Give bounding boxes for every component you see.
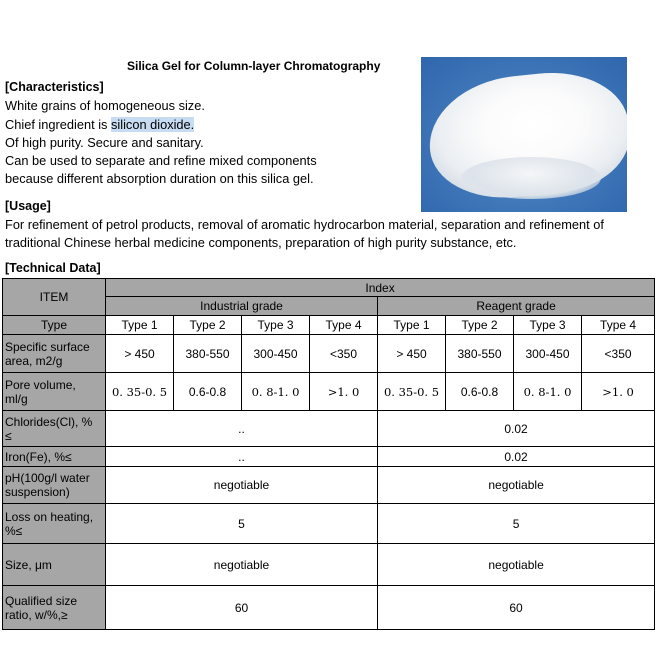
ph-label-1: pH(100g/l water: [5, 471, 90, 485]
size-reagent-value: negotiable: [378, 544, 655, 586]
highlighted-text[interactable]: silicon dioxide.: [111, 117, 195, 132]
characteristics-heading: [Characteristics]: [5, 80, 104, 94]
surface-area-cell: <350: [310, 335, 378, 373]
type-cell: Type 4: [310, 316, 378, 335]
chlorides-label-2: ≤: [5, 428, 12, 443]
size-label: Size, μm: [3, 544, 106, 586]
characteristics-line-2: [5, 117, 194, 132]
type-cell: Type 1: [106, 316, 174, 335]
industrial-grade-header: Industrial grade: [106, 297, 378, 316]
chlorides-label: [3, 411, 106, 447]
pore-volume-cell: 0. 8-1. 0: [242, 373, 310, 411]
pore-volume-cell: 0. 35-0. 5: [378, 373, 446, 411]
size-industrial-value: negotiable: [106, 544, 378, 586]
qualified-size-ratio-reagent-value: 60: [378, 586, 655, 630]
page-title: Silica Gel for Column-layer Chromatography: [127, 59, 381, 73]
qualified-size-ratio-industrial-value: 60: [106, 586, 378, 630]
ph-label-2: suspension): [5, 485, 70, 499]
iron-label: Iron(Fe), %≤: [3, 447, 106, 467]
surface-area-cell: > 450: [106, 335, 174, 373]
surface-area-cell: 380-550: [174, 335, 242, 373]
pore-volume-cell: 0.6-0.8: [446, 373, 514, 411]
pore-volume-cell: 0. 8-1. 0: [514, 373, 582, 411]
pore-volume-label-2: ml/g: [5, 391, 28, 406]
type-cell: Type 2: [174, 316, 242, 335]
type-cell: Type 3: [242, 316, 310, 335]
ph-reagent-value: negotiable: [378, 467, 655, 504]
chlorides-industrial-value: ..: [106, 411, 378, 447]
surface-area-cell: <350: [582, 335, 655, 373]
technical-data-heading: [Technical Data]: [5, 261, 101, 275]
iron-reagent-value: 0.02: [378, 447, 655, 467]
pore-volume-cell: 0. 35-0. 5: [106, 373, 174, 411]
pore-volume-cell: >1. 0: [310, 373, 378, 411]
characteristics-line-3: Of high purity. Secure and sanitary.: [5, 135, 204, 150]
item-header: ITEM: [3, 279, 106, 316]
type-cell: Type 1: [378, 316, 446, 335]
iron-industrial-value: ..: [106, 447, 378, 467]
surface-area-cell: 300-450: [242, 335, 310, 373]
surface-area-label-1: Specific surface: [5, 339, 90, 354]
usage-heading: [Usage]: [5, 199, 51, 213]
pore-volume-label: [3, 373, 106, 411]
qualified-size-ratio-label: [3, 586, 106, 630]
chlorides-reagent-value: 0.02: [378, 411, 655, 447]
characteristics-line-1: White grains of homogeneous size.: [5, 98, 205, 113]
ph-label: [3, 467, 106, 504]
silica-gel-photo: [421, 57, 627, 212]
qualified-size-ratio-label-1: Qualified size: [5, 593, 78, 608]
pore-volume-cell: >1. 0: [582, 373, 655, 411]
chlorides-label-1: Chlorides(Cl), %: [5, 414, 93, 429]
surface-area-cell: 380-550: [446, 335, 514, 373]
surface-area-cell: > 450: [378, 335, 446, 373]
loss-on-heating-label: [3, 504, 106, 544]
qualified-size-ratio-label-2: ratio, w/%,≥: [5, 607, 68, 622]
loss-on-heating-label-2: %≤: [5, 523, 23, 538]
type-cell: Type 4: [582, 316, 655, 335]
type-row-label: Type: [3, 316, 106, 335]
characteristics-line-2-prefix: Chief ingredient is: [5, 117, 111, 132]
characteristics-line-4: Can be used to separate and refine mixed components: [5, 153, 317, 168]
type-cell: Type 2: [446, 316, 514, 335]
usage-line-2: traditional Chinese herbal medicine components, preparation of high purity substance, etc.: [5, 235, 517, 250]
characteristics-line-5: because different absorption duration on this silica gel.: [5, 171, 314, 186]
surface-area-label: [3, 335, 106, 373]
reagent-grade-header: Reagent grade: [378, 297, 655, 316]
pore-volume-label-1: Pore volume,: [5, 377, 76, 392]
ph-industrial-value: negotiable: [106, 467, 378, 504]
surface-area-label-2: area, m2/g: [5, 353, 63, 368]
pore-volume-cell: 0.6-0.8: [174, 373, 242, 411]
surface-area-cell: 300-450: [514, 335, 582, 373]
loss-on-heating-label-1: Loss on heating,: [5, 509, 94, 524]
type-cell: Type 3: [514, 316, 582, 335]
loss-on-heating-industrial-value: 5: [106, 504, 378, 544]
index-header: Index: [106, 279, 655, 297]
loss-on-heating-reagent-value: 5: [378, 504, 655, 544]
technical-data-table: [2, 278, 655, 630]
silica-gel-pile-base: [461, 157, 601, 199]
usage-line-1: For refinement of petrol products, removal of aromatic hydrocarbon material, separation and refinement of: [5, 217, 604, 232]
